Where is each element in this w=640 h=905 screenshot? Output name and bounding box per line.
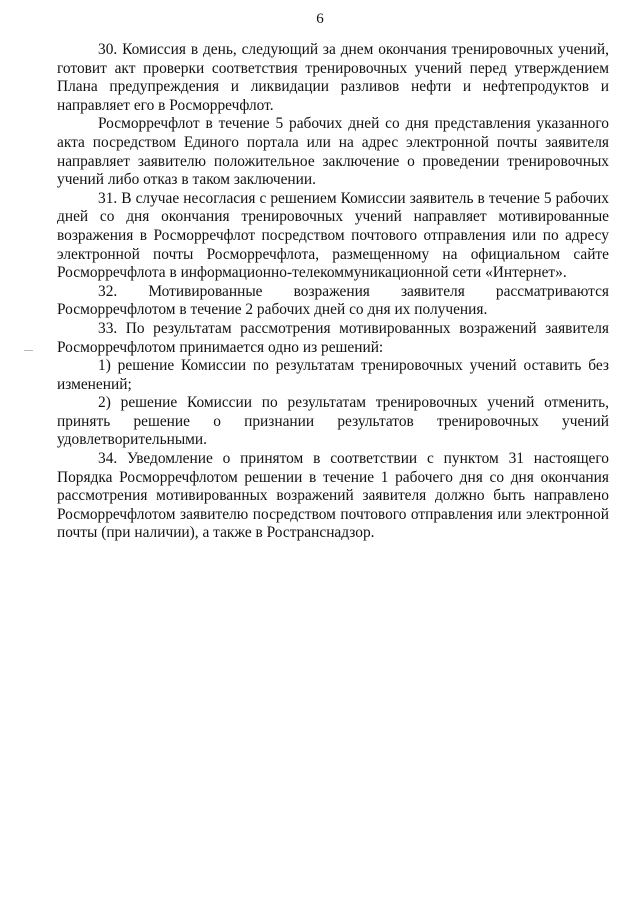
page-number: 6 — [316, 11, 324, 27]
paragraph-32: 32. Мотивированные возражения заявителя рассматриваются Росморречфлотом в течение 2 рабочих дней со дня их получения. — [57, 282, 609, 319]
paragraph-33-option-2: 2) решение Комиссии по результатам тренировочных учений отменить, принять решение о признании результатов тренировочных учений удовлетворительными. — [57, 394, 609, 449]
paragraph-34: 34. Уведомление о принятом в соответствии с пунктом 31 настоящего Порядка Росморречфлотом решении в течение 1 рабочего дня со дня окончания рассмотрения мотивированных возражений заявителя должно быть направлено Росморречфлотом заявителю посредством почтового отправления или электронной почты (при наличии), а также в Ространснадзор. — [57, 450, 609, 542]
scan-artifact-mark — [24, 350, 33, 351]
paragraph-30-conclusion: Росморречфлот в течение 5 рабочих дней со дня представления указанного акта посредством Единого портала или на адрес электронной почты заявителя направляет заявителю положительное заключение о проведении тренировочных учений либо отказ в таком заключении. — [57, 115, 609, 189]
paragraph-33: 33. По результатам рассмотрения мотивированных возражений заявителя Росморречфлотом принимается одно из решений: — [57, 319, 609, 356]
document-body — [57, 41, 609, 543]
paragraph-31: 31. В случае несогласия с решением Комиссии заявитель в течение 5 рабочих дней со дня окончания тренировочных учений направляет мотивированные возражения в Росморречфлот посредством почтового отправления или по адресу электронной почты Росморречфлота, размещенному на официальном сайте Росморречфлота в информационно-телекоммуникационной сети «Интернет». — [57, 189, 609, 282]
paragraph-33-option-1: 1) решение Комиссии по результатам тренировочных учений оставить без изменений; — [57, 357, 609, 393]
paragraph-30: 30. Комиссия в день, следующий за днем окончания тренировочных учений, готовит акт проверки соответствия тренировочных учений перед утверждением Плана предупреждения и ликвидации разливов нефти и нефтепродуктов и направляет его в Росморречфлот. — [57, 41, 609, 114]
